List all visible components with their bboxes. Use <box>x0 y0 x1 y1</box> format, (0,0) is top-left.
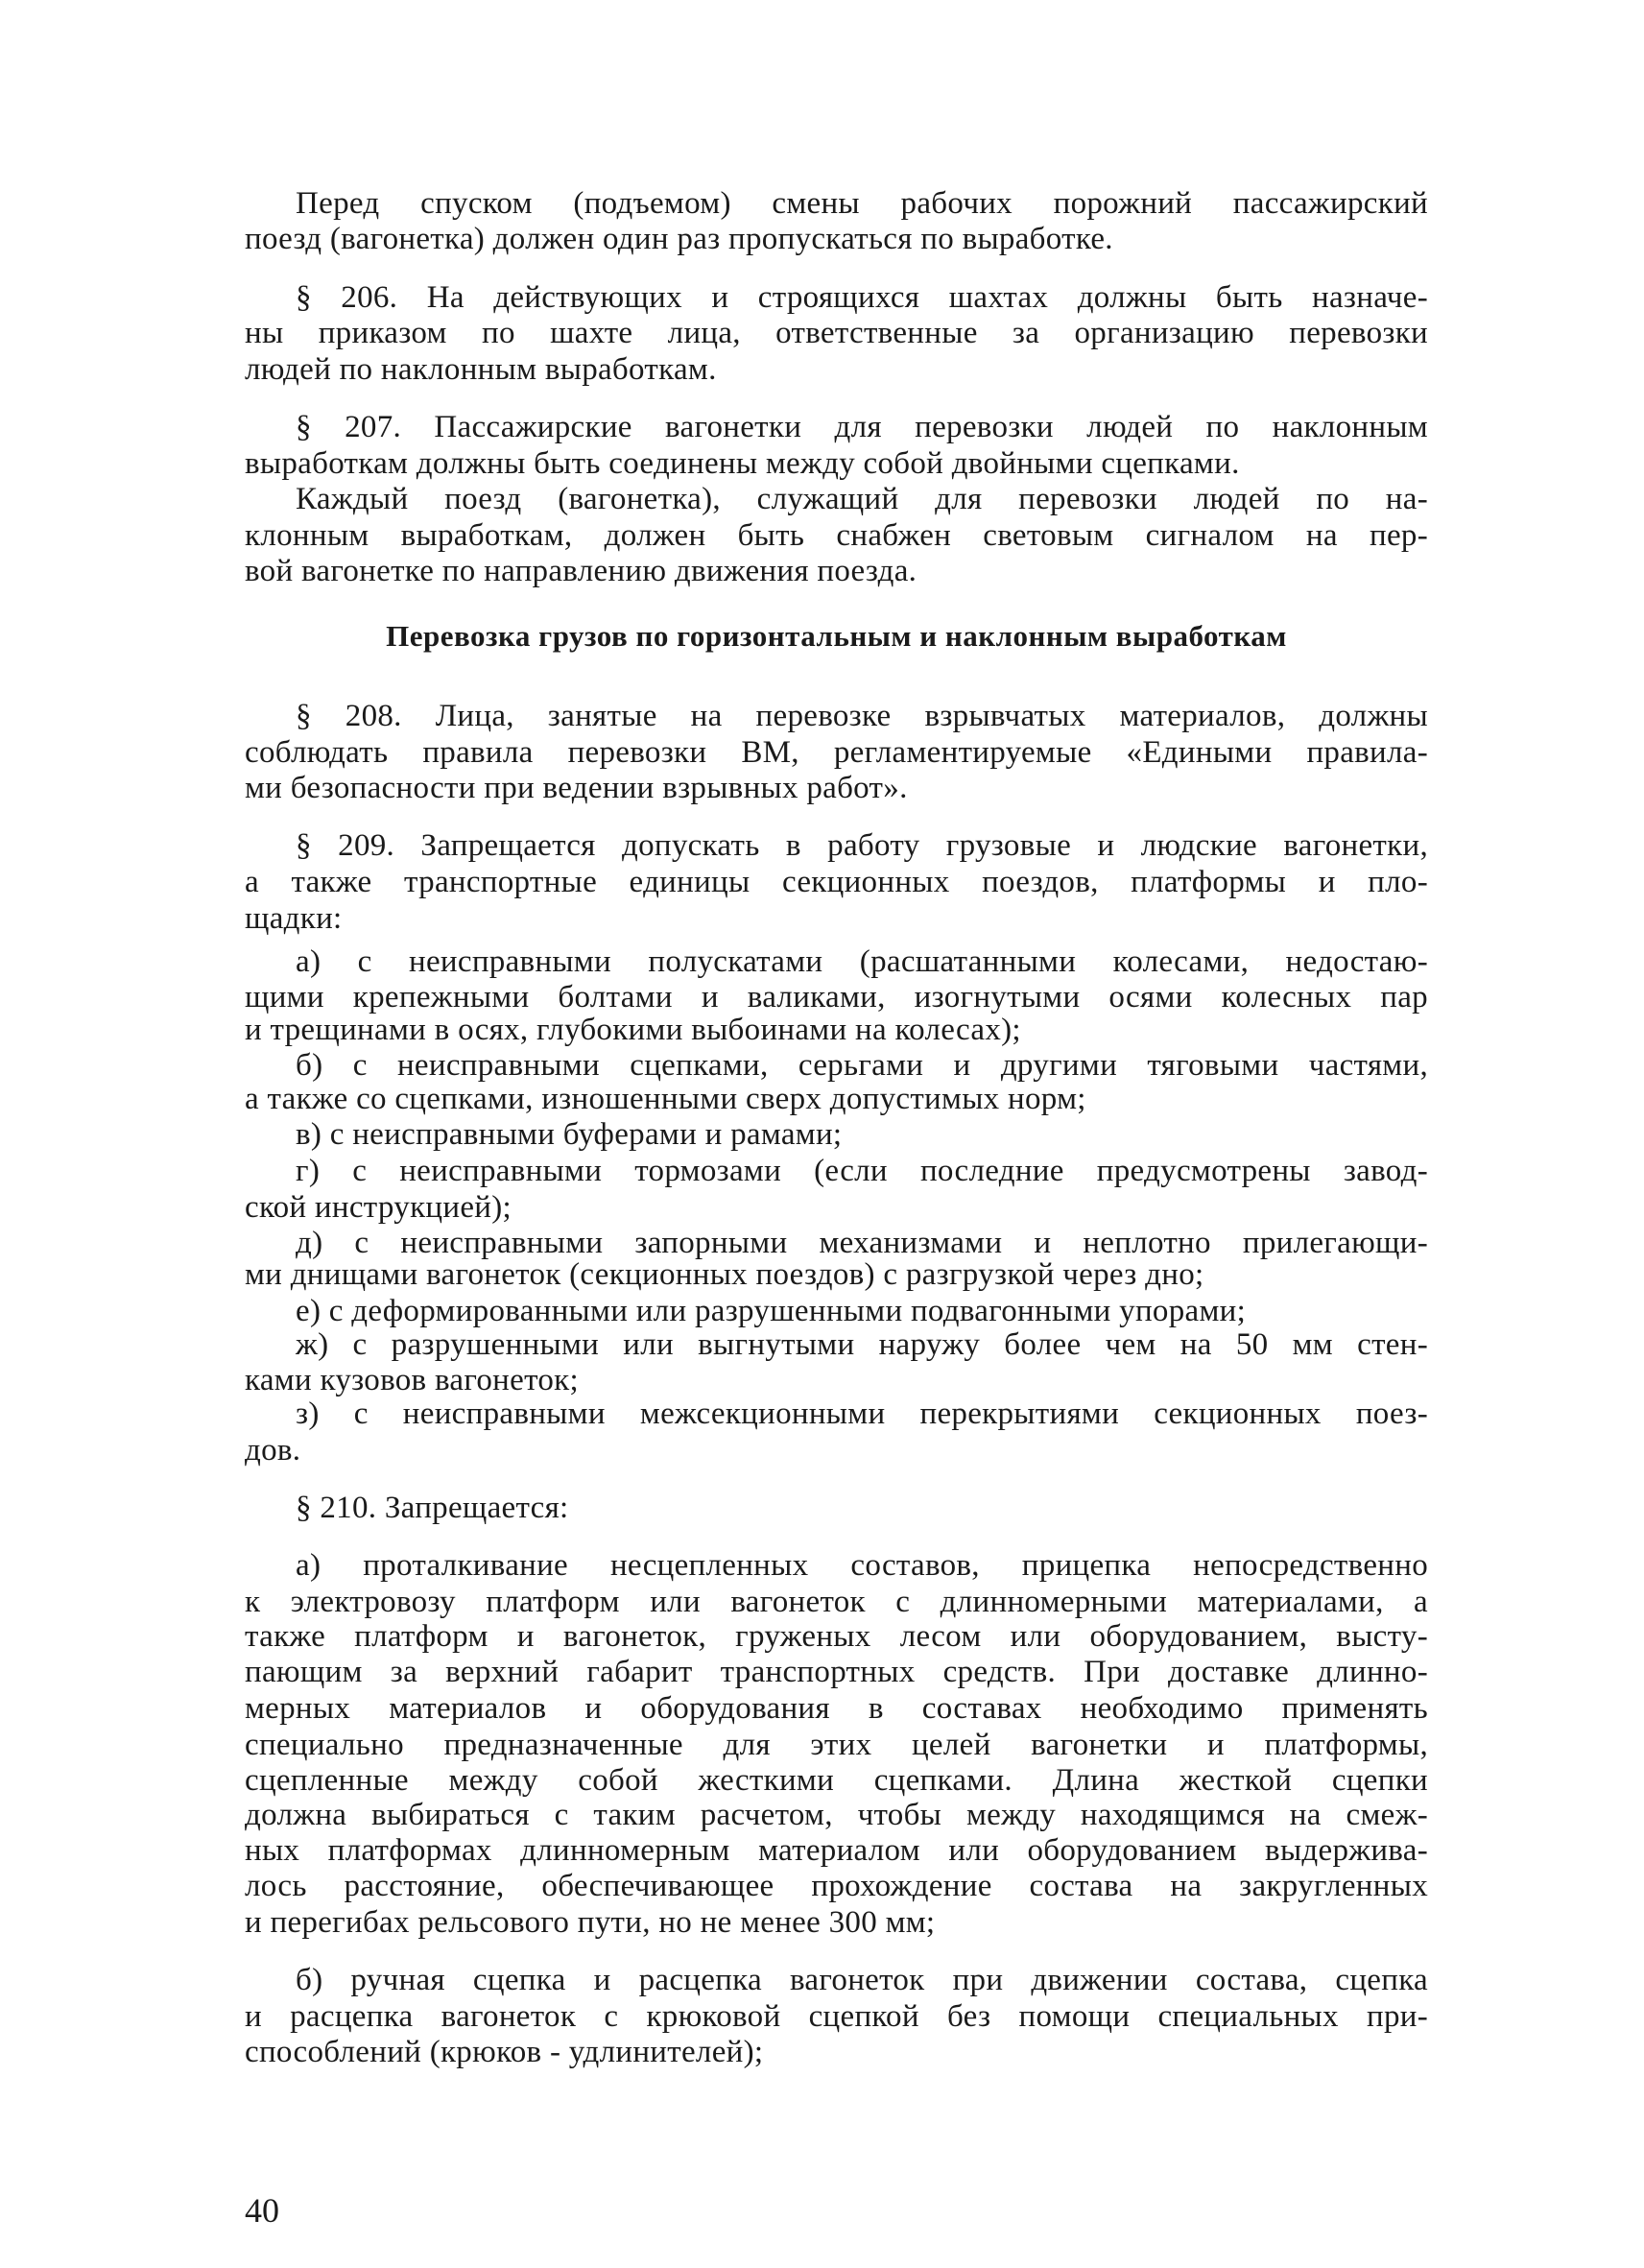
text-line-p209a: щими крепежными болтами и валиками, изогнутыми осями колесных пар <box>245 980 1428 1015</box>
text-line-intro: Перед спуском (подъемом) смены рабочих порожний пассажирский <box>296 186 1428 221</box>
text-line-p210a: также платформ и вагонеток, груженых лесом или оборудованием, высту- <box>245 1619 1428 1654</box>
text-line-p206: § 206. На действующих и строящихся шахтах должны быть назначе- <box>296 280 1428 315</box>
text-line-p210: § 210. Запрещается: <box>296 1491 569 1525</box>
text-line-p210a: мерных материалов и оборудования в составах необходимо применять <box>245 1691 1428 1726</box>
text-line-p210a: и перегибах рельсового пути, но не менее 300 мм; <box>245 1905 936 1940</box>
text-line-p209g: ской инструкцией); <box>245 1190 512 1225</box>
text-line-p210b: и расцепка вагонеток с крюковой сцепкой без помощи специальных при- <box>245 1999 1428 2034</box>
text-line-p210a: ных платформах длинномерным материалом или оборудованием выдержива- <box>245 1833 1428 1868</box>
text-line-p209z: з) с неисправными межсекционными перекрытиями секционных поез- <box>296 1397 1428 1431</box>
text-line-p210a: к электровозу платформ или вагонеток с длинномерными материалами, а <box>245 1585 1428 1619</box>
text-line-intro: поезд (вагонетка) должен один раз пропускаться по выработке. <box>245 222 1113 256</box>
text-line-p207: выработкам должны быть соединены между собой двойными сцепками. <box>245 446 1240 481</box>
text-line-p210a: лось расстояние, обеспечивающее прохождение состава на закругленных <box>245 1869 1428 1903</box>
text-line-p207b: клонным выработкам, должен быть снабжен световым сигналом на пер- <box>245 518 1428 553</box>
page-number: 40 <box>245 2191 279 2230</box>
text-line-p209e: е) с деформированными или разрушенными подвагонными упорами; <box>296 1294 1247 1328</box>
text-line-p206: людей по наклонным выработкам. <box>245 352 717 387</box>
text-line-p206: ны приказом по шахте лица, ответственные за организацию перевозки <box>245 316 1428 350</box>
text-line-p209d: д) с неисправными запорными механизмами и неплотно прилегающи- <box>296 1226 1428 1260</box>
text-line-p210a: сцепленные между собой жесткими сцепками. Длина жесткой сцепки <box>245 1763 1428 1798</box>
text-line-p209g: г) с неисправными тормозами (если последние предусмотрены завод- <box>296 1154 1428 1188</box>
text-line-p208: соблюдать правила перевозки ВМ, регламентируемые «Едиными правила- <box>245 735 1428 770</box>
text-line-p209: § 209. Запрещается допускать в работу грузовые и людские вагонетки, <box>296 828 1428 863</box>
text-line-p210b: способлений (крюков - удлинителей); <box>245 2035 764 2069</box>
text-line-p207: § 207. Пассажирские вагонетки для перевозки людей по наклонным <box>296 410 1428 444</box>
text-line-p208: § 208. Лица, занятые на перевозке взрывчатых материалов, должны <box>296 699 1428 733</box>
text-line-p207b: Каждый поезд (вагонетка), служащий для перевозки людей по на- <box>296 482 1428 516</box>
text-line-p210a: а) проталкивание несцепленных составов, прицепка непосредственно <box>296 1548 1428 1583</box>
text-line-p209: а также транспортные единицы секционных поездов, платформы и пло- <box>245 865 1428 899</box>
text-line-p209zh: ками кузовов вагонеток; <box>245 1363 579 1397</box>
text-line-p209a: и трещинами в осях, глубокими выбоинами на колесах); <box>245 1013 1021 1047</box>
text-line-p210a: пающим за верхний габарит транспортных средств. При доставке длинно- <box>245 1655 1428 1689</box>
text-line-p210b: б) ручная сцепка и расцепка вагонеток при движении состава, сцепка <box>296 1963 1428 1997</box>
text-line-p210a: должна выбираться с таким расчетом, чтобы между находящимся на смеж- <box>245 1798 1428 1832</box>
text-line-p209zh: ж) с разрушенными или выгнутыми наружу более чем на 50 мм стен- <box>296 1327 1428 1362</box>
text-line-p209v: в) с неисправными буферами и рамами; <box>296 1117 843 1152</box>
text-line-p209a: а) с неисправными полускатами (расшатанными колесами, недостаю- <box>296 944 1428 979</box>
section-heading: Перевозка грузов по горизонтальным и наклонным выработкам <box>386 619 1287 653</box>
text-line-p209d: ми днищами вагонеток (секционных поездов) с разгрузкой через дно; <box>245 1257 1204 1292</box>
text-line-p209b: а также со сцепками, изношенными сверх допустимых норм; <box>245 1082 1086 1116</box>
text-line-p209b: б) с неисправными сцепками, серьгами и другими тяговыми частями, <box>296 1048 1428 1083</box>
text-line-p208: ми безопасности при ведении взрывных работ». <box>245 771 908 805</box>
text-line-p210a: специально предназначенные для этих целей вагонетки и платформы, <box>245 1728 1428 1762</box>
text-line-p207b: вой вагонетке по направлению движения поезда. <box>245 554 917 588</box>
text-line-p209: щадки: <box>245 901 343 936</box>
text-line-p209z: дов. <box>245 1433 301 1468</box>
